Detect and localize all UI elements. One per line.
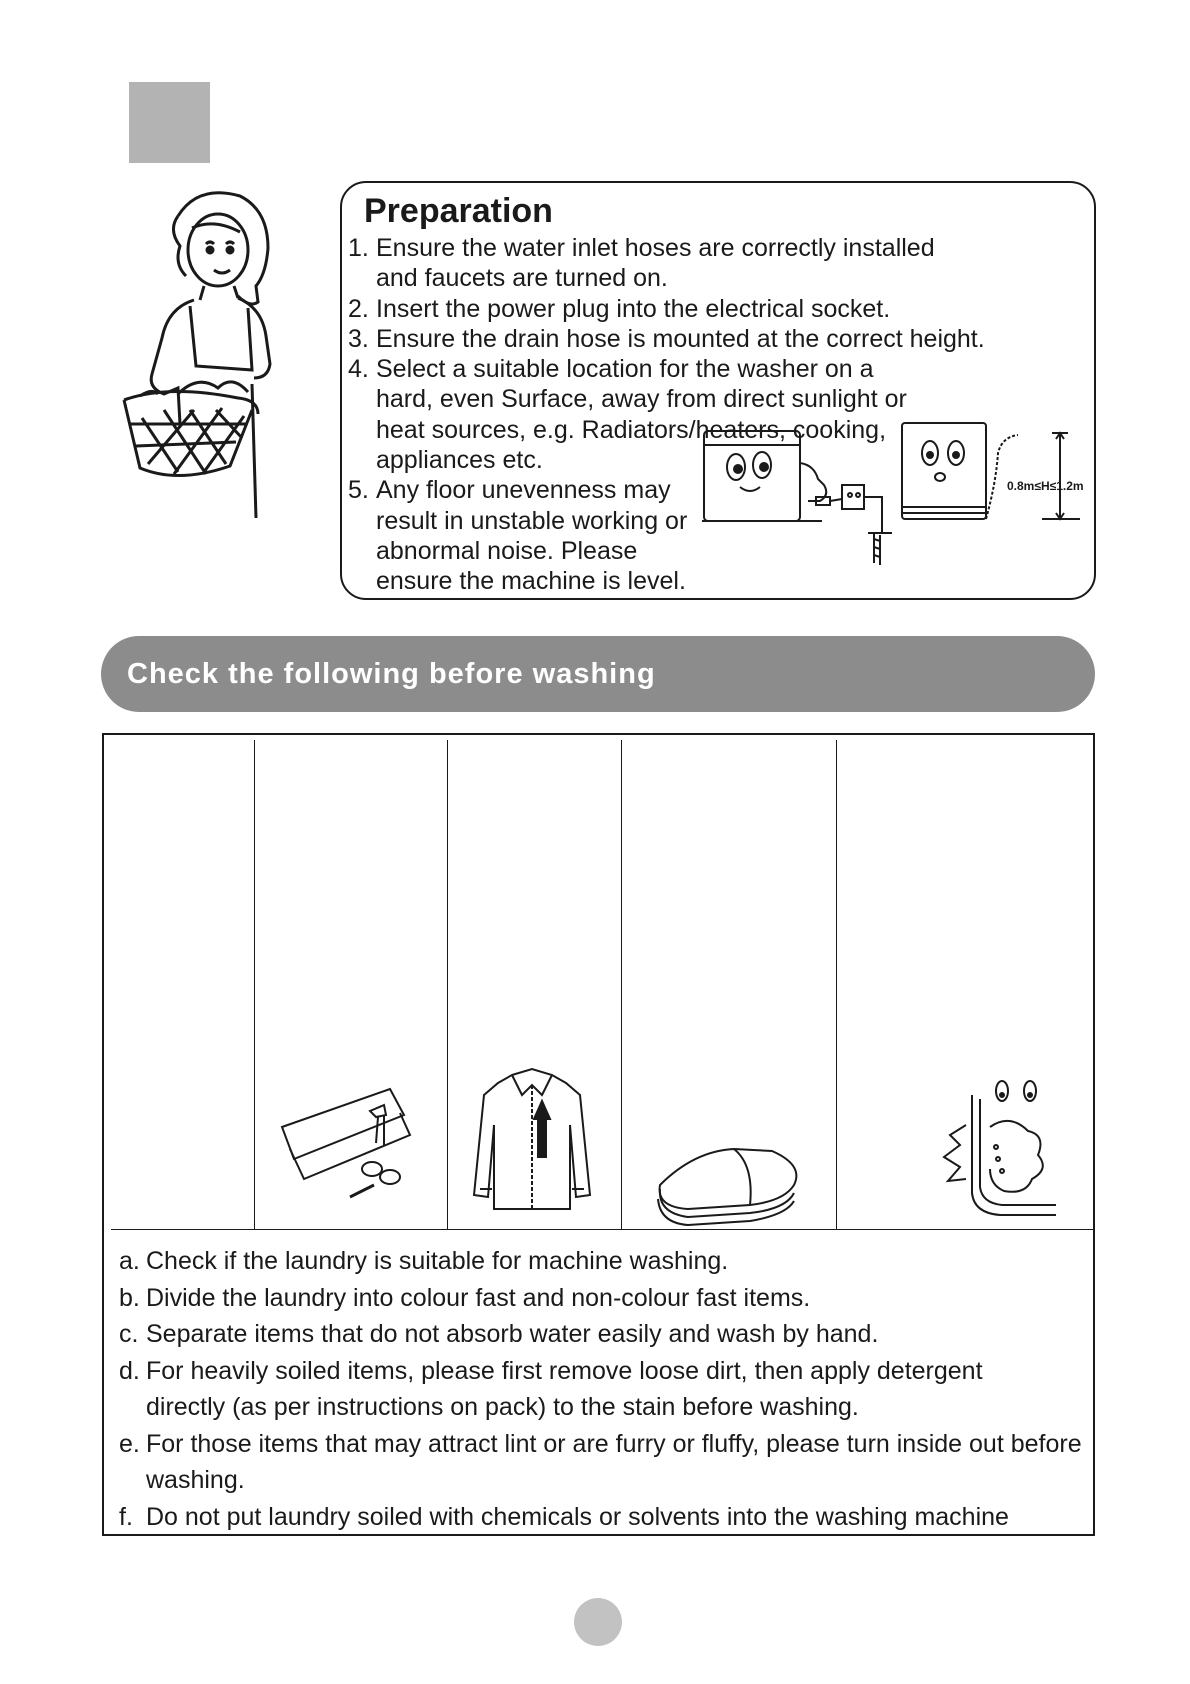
pocket-items-icon — [280, 1087, 420, 1207]
page-number-square — [129, 82, 210, 163]
preparation-item: 3. Ensure the drain hose is mounted at the correct height. — [348, 324, 985, 353]
checklist-item: c. Separate items that do not absorb water easily and wash by hand. — [119, 1320, 879, 1348]
woman-with-laundry-basket-illustration — [118, 188, 288, 523]
preparation-item: 2. Insert the power plug into the electrical socket. — [348, 294, 891, 323]
checklist-item: d. For heavily soiled items, please first remove loose dirt, then apply detergent directly (as per instructions on pack) to the stain before washing. — [119, 1356, 983, 1421]
checklist-item: e. For those items that may attract lint or are furry or fluffy, please turn inside out before washing. — [119, 1429, 1082, 1494]
checklist-item: b. Divide the laundry into colour fast and non-colour fast items. — [119, 1283, 811, 1312]
page-number-dot — [574, 1598, 622, 1646]
shirt-zipper-icon — [466, 1065, 598, 1215]
folded-laundry-icon — [654, 1145, 804, 1225]
height-range-label: 0.8m≤H≤1.2m — [1007, 479, 1084, 493]
table-row-divider — [111, 1229, 1093, 1230]
preparation-item: 1. Ensure the water inlet hoses are correctly installed and faucets are turned on. — [348, 234, 935, 293]
preparation-item: 4. Select a suitable location for the washer on a hard, even Surface, away from direct sunlight or heat sources, e.g. Radiators/heaters, cooking, appliances etc. — [348, 355, 907, 475]
checklist — [119, 1243, 1096, 1535]
washer-installation-diagram — [702, 423, 1090, 573]
fluffy-garment-icon — [940, 1075, 1060, 1220]
preparation-title: Preparation — [364, 192, 553, 230]
column-divider — [836, 740, 837, 1230]
preparation-panel — [340, 181, 1096, 600]
column-divider — [447, 740, 448, 1230]
checklist-item: f. Do not put laundry soiled with chemicals or solvents into the washing machine — [119, 1502, 1009, 1531]
column-divider — [621, 740, 622, 1230]
checklist-item: a. Check if the laundry is suitable for machine washing. — [119, 1247, 729, 1275]
preparation-item: 5. Any floor unevenness may result in unstable working or abnormal noise. Please ensure the machine is level. — [348, 476, 688, 596]
section-title: Check the following before washing — [127, 658, 656, 690]
checklist-table — [102, 733, 1095, 1536]
section-header-bar — [101, 636, 1095, 712]
column-divider — [254, 740, 255, 1230]
